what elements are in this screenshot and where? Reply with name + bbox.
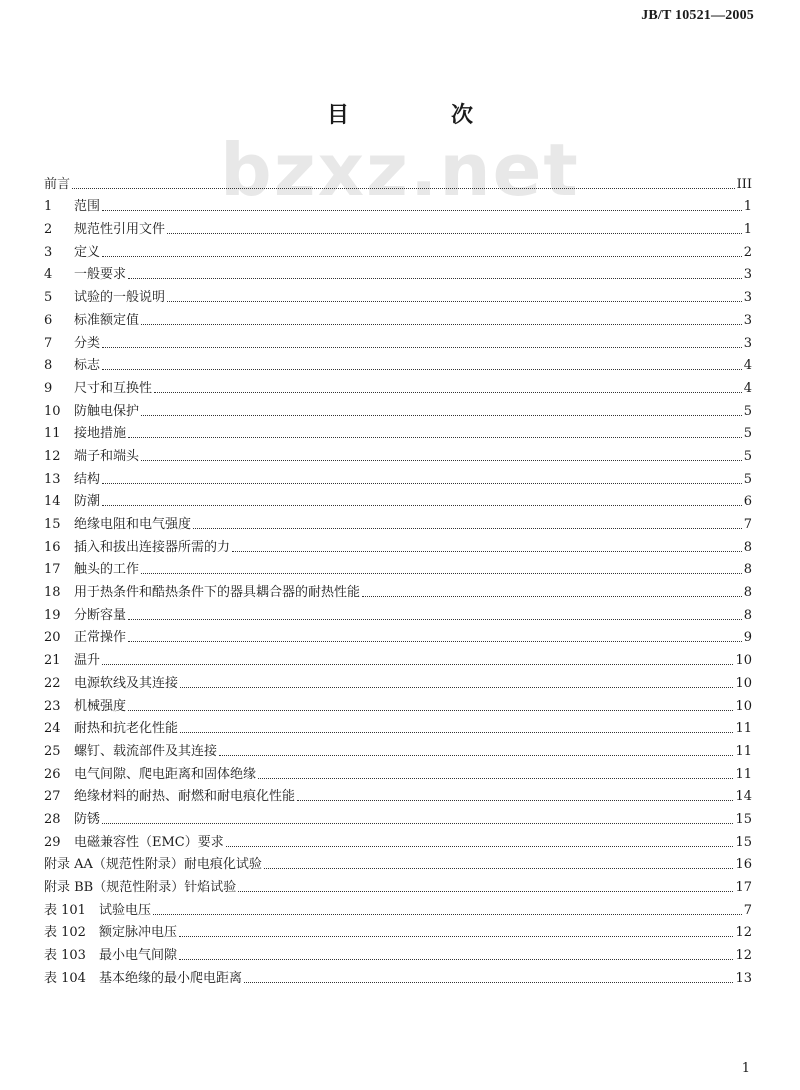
- dot-leader: [180, 732, 733, 733]
- toc-entry-page: 16: [735, 857, 752, 873]
- toc-entry-number: 8: [44, 358, 53, 374]
- dot-leader: [128, 278, 742, 279]
- dot-leader: [238, 891, 733, 892]
- dot-leader: [258, 778, 733, 779]
- toc-entry-label: 用于热条件和酷热条件下的器具耦合器的耐热性能: [74, 585, 361, 601]
- toc-entry[interactable]: [44, 329, 752, 352]
- toc-entry-page: 11: [735, 766, 752, 782]
- toc-entry[interactable]: [44, 964, 752, 987]
- toc-entry[interactable]: [44, 692, 752, 715]
- toc-entry-page: 12: [735, 925, 752, 941]
- toc-entry[interactable]: [44, 873, 752, 896]
- toc-entry-label: 分断容量: [74, 607, 127, 623]
- dot-leader: [102, 369, 742, 370]
- toc-entry-page: III: [736, 176, 752, 192]
- toc-entry[interactable]: [44, 420, 752, 443]
- toc-entry[interactable]: [44, 238, 752, 261]
- toc-entry-label: 机械强度: [74, 698, 127, 714]
- toc-entry[interactable]: [44, 397, 752, 420]
- toc-entry-label: 附录 AA（规范性附录）耐电痕化试验: [44, 857, 262, 873]
- toc-entry-page: 3: [743, 290, 752, 306]
- toc-entry-label: 电磁兼容性（EMC）要求: [74, 834, 224, 850]
- toc-entry[interactable]: [44, 215, 752, 238]
- toc-entry-page: 3: [743, 335, 752, 351]
- toc-entry-page: 11: [735, 743, 752, 759]
- toc-entry-label: 尺寸和互换性: [74, 380, 153, 396]
- dot-leader: [102, 823, 733, 824]
- toc-entry[interactable]: [44, 488, 752, 511]
- toc-entry-number: 7: [44, 335, 53, 351]
- table-of-contents: [44, 170, 752, 987]
- toc-entry-label: 标准额定值: [74, 312, 140, 328]
- dot-leader: [128, 710, 733, 711]
- document-code: JB/T 10521—2005: [641, 8, 754, 23]
- toc-entry-page: 6: [743, 494, 752, 510]
- toc-entry-number: 6: [44, 312, 53, 328]
- dot-leader: [179, 936, 734, 937]
- toc-entry-page: 2: [743, 244, 752, 260]
- toc-entry-page: 15: [735, 834, 752, 850]
- toc-entry[interactable]: [44, 442, 752, 465]
- dot-leader: [72, 188, 735, 189]
- dot-leader: [102, 505, 742, 506]
- toc-entry[interactable]: [44, 601, 752, 624]
- toc-entry[interactable]: [44, 896, 752, 919]
- toc-entry-page: 15: [735, 811, 752, 827]
- toc-entry-page: 17: [735, 880, 752, 895]
- toc-entry-page: 8: [743, 562, 752, 578]
- toc-entry[interactable]: [44, 533, 752, 556]
- toc-entry-page: 10: [735, 653, 752, 669]
- watermark: bzxz.net: [220, 128, 580, 212]
- toc-entry[interactable]: [44, 352, 752, 375]
- toc-entry[interactable]: [44, 465, 752, 488]
- toc-entry-page: 7: [743, 517, 752, 532]
- toc-entry-page: 3: [743, 312, 752, 328]
- dot-leader: [128, 641, 742, 642]
- toc-entry-page: 8: [743, 539, 752, 555]
- toc-entry-label: 接地措施: [74, 426, 127, 442]
- toc-entry-number: 18: [44, 585, 61, 601]
- toc-entry-number: 26: [44, 766, 61, 782]
- page-number: 1: [741, 1061, 750, 1076]
- toc-entry-label: 一般要求: [74, 267, 127, 283]
- toc-entry-number: 21: [44, 653, 61, 669]
- dot-leader: [141, 460, 742, 461]
- toc-entry-number: 24: [44, 721, 61, 737]
- toc-entry-label: 试验的一般说明: [74, 290, 166, 306]
- toc-entry-number: 15: [44, 517, 61, 532]
- toc-entry-label: 范围: [74, 199, 101, 215]
- toc-entry-number: 1: [44, 199, 53, 215]
- toc-entry-label: 触头的工作: [74, 562, 140, 578]
- toc-entry-label: 温升: [74, 653, 101, 669]
- toc-entry-page: 7: [743, 902, 752, 918]
- toc-entry-label: 正常操作: [74, 630, 127, 646]
- toc-entry[interactable]: [44, 261, 752, 284]
- toc-entry[interactable]: [44, 919, 752, 942]
- toc-entry-page: 5: [743, 471, 752, 487]
- toc-entry[interactable]: [44, 306, 752, 329]
- dot-leader: [244, 982, 734, 983]
- toc-entry-label: 结构: [74, 471, 101, 487]
- dot-leader: [193, 528, 742, 529]
- toc-entry-number: 19: [44, 607, 61, 623]
- toc-entry-page: 12: [735, 948, 752, 964]
- toc-entry-number: 29: [44, 834, 61, 850]
- toc-entry-number: 5: [44, 290, 53, 306]
- dot-leader: [128, 437, 742, 438]
- toc-entry-page: 13: [735, 970, 752, 986]
- dot-leader: [167, 233, 742, 234]
- dot-leader: [179, 959, 734, 960]
- toc-entry-page: 9: [743, 630, 752, 646]
- toc-entry[interactable]: [44, 941, 752, 964]
- toc-entry-number: 4: [44, 267, 53, 283]
- toc-entry-number: 20: [44, 630, 61, 646]
- toc-entry-number: 22: [44, 675, 61, 691]
- toc-entry-label: 前言: [44, 176, 71, 192]
- dot-leader: [102, 483, 742, 484]
- toc-entry-page: 1: [743, 222, 752, 238]
- toc-entry-page: 5: [743, 448, 752, 464]
- toc-entry-page: 4: [743, 358, 752, 374]
- dot-leader: [102, 210, 742, 211]
- toc-entry-number: 14: [44, 494, 61, 510]
- toc-entry-page: 4: [743, 380, 752, 396]
- toc-entry-number: 3: [44, 244, 53, 260]
- toc-entry[interactable]: [44, 783, 752, 806]
- dot-leader: [154, 392, 742, 393]
- toc-entry-label: 定义: [74, 244, 101, 260]
- toc-entry-number: 10: [44, 403, 61, 419]
- toc-entry[interactable]: [44, 510, 752, 533]
- toc-entry-number: 25: [44, 743, 61, 759]
- toc-entry[interactable]: [44, 760, 752, 783]
- toc-entry-label: 表 102 额定脉冲电压: [44, 925, 177, 941]
- toc-entry[interactable]: [44, 805, 752, 828]
- toc-entry[interactable]: [44, 374, 752, 397]
- toc-entry-page: 10: [735, 675, 752, 691]
- toc-entry-number: 2: [44, 222, 53, 238]
- toc-entry-number: 13: [44, 471, 61, 487]
- toc-entry-label: 表 103 最小电气间隙: [44, 948, 177, 964]
- dot-leader: [102, 347, 742, 348]
- toc-entry-number: 28: [44, 811, 61, 827]
- dot-leader: [167, 301, 742, 302]
- toc-entry[interactable]: [44, 170, 752, 193]
- toc-entry[interactable]: [44, 737, 752, 760]
- toc-entry-label: 表 101 试验电压: [44, 902, 151, 918]
- toc-entry-label: 电源软线及其连接: [74, 675, 179, 691]
- dot-leader: [180, 687, 733, 688]
- toc-entry-page: 5: [743, 403, 752, 419]
- toc-entry-page: 8: [743, 585, 752, 601]
- dot-leader: [102, 256, 742, 257]
- dot-leader: [297, 800, 733, 801]
- toc-entry-label: 防触电保护: [74, 403, 140, 419]
- toc-entry[interactable]: [44, 828, 752, 851]
- toc-entry-page: 5: [743, 426, 752, 442]
- dot-leader: [153, 914, 742, 915]
- toc-entry-label: 电气间隙、爬电距离和固体绝缘: [74, 766, 257, 782]
- toc-entry-label: 附录 BB（规范性附录）针焰试验: [44, 880, 237, 895]
- toc-entry-label: 耐热和抗老化性能: [74, 721, 179, 737]
- toc-entry-label: 绝缘电阻和电气强度: [74, 517, 192, 532]
- dot-leader: [102, 664, 733, 665]
- toc-entry-page: 14: [735, 789, 752, 805]
- dot-leader: [226, 846, 734, 847]
- toc-entry-number: 27: [44, 789, 61, 805]
- toc-entry-label: 端子和端头: [74, 448, 140, 464]
- dot-leader: [141, 573, 742, 574]
- toc-entry-number: 17: [44, 562, 61, 578]
- toc-entry-number: 9: [44, 380, 53, 396]
- toc-entry[interactable]: [44, 646, 752, 669]
- dot-leader: [219, 755, 733, 756]
- toc-entry-page: 3: [743, 267, 752, 283]
- toc-entry[interactable]: [44, 283, 752, 306]
- toc-entry[interactable]: [44, 669, 752, 692]
- dot-leader: [141, 324, 742, 325]
- toc-entry[interactable]: [44, 851, 752, 874]
- dot-leader: [128, 619, 742, 620]
- toc-entry-label: 标志: [74, 358, 101, 374]
- dot-leader: [232, 551, 742, 552]
- toc-entry-number: 11: [44, 426, 61, 442]
- toc-entry-label: 螺钉、载流部件及其连接: [74, 743, 218, 759]
- page-title: 目 次: [326, 102, 513, 128]
- toc-entry-number: 23: [44, 698, 61, 714]
- toc-entry-label: 插入和拔出连接器所需的力: [74, 539, 231, 555]
- toc-entry[interactable]: [44, 556, 752, 579]
- toc-entry-label: 绝缘材料的耐热、耐燃和耐电痕化性能: [74, 789, 296, 805]
- dot-leader: [264, 868, 734, 869]
- toc-entry[interactable]: [44, 715, 752, 738]
- toc-entry-number: 16: [44, 539, 61, 555]
- toc-entry[interactable]: [44, 193, 752, 216]
- toc-entry[interactable]: [44, 624, 752, 647]
- toc-entry-page: 10: [735, 698, 752, 714]
- toc-entry-page: 11: [735, 721, 752, 737]
- toc-entry-page: 8: [743, 607, 752, 623]
- toc-entry-number: 12: [44, 448, 61, 464]
- toc-entry-label: 表 104 基本绝缘的最小爬电距离: [44, 970, 242, 986]
- toc-entry-label: 规范性引用文件: [74, 222, 166, 238]
- dot-leader: [362, 596, 742, 597]
- toc-entry[interactable]: [44, 578, 752, 601]
- toc-entry-label: 防锈: [74, 811, 101, 827]
- dot-leader: [141, 415, 742, 416]
- toc-entry-label: 防潮: [74, 494, 101, 510]
- toc-entry-label: 分类: [74, 335, 101, 351]
- toc-entry-page: 1: [743, 199, 752, 215]
